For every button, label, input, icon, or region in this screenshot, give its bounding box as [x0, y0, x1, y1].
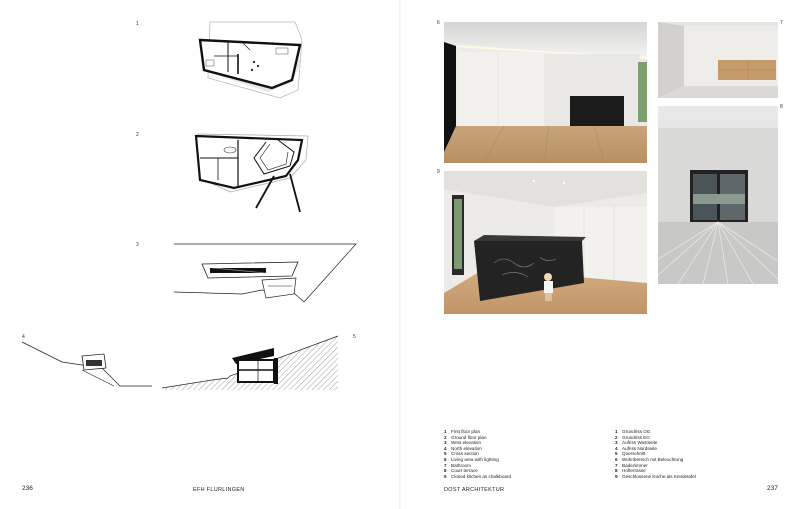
photo-number-6: 6	[437, 20, 440, 26]
north-elevation-drawing	[22, 340, 154, 390]
caption-item: 2 Grundriss EG	[615, 434, 650, 440]
caption-item: 4 North elevation	[444, 445, 482, 451]
kitchen-chalkboard-photo	[444, 171, 647, 314]
caption-item: 1 Grundriss OG	[615, 429, 651, 434]
bathroom-photo	[658, 22, 778, 98]
page-number-left: 236	[22, 485, 33, 492]
ground-floor-plan-drawing	[190, 130, 315, 215]
figure-number-4: 4	[22, 334, 25, 340]
caption-item: 8 Court terrace	[444, 468, 478, 474]
page-gutter	[399, 0, 401, 509]
caption-item: 3 Aufriss Westseite	[615, 440, 658, 446]
running-head-right: DOST ARCHITEKTUR	[444, 487, 505, 493]
figure-number-3: 3	[136, 242, 139, 248]
running-head-left: EFH FLURLINGEN	[193, 487, 245, 493]
caption-item: 3 West elevation	[444, 440, 482, 446]
caption-item: 5 Querschnitt	[615, 451, 646, 457]
caption-list-english	[444, 429, 511, 479]
caption-item: 8 Hofterrasse	[615, 468, 646, 474]
caption-item: 9 Closed kitchen as chalkboard	[444, 473, 512, 479]
figure-number-5: 5	[353, 334, 356, 340]
figure-number-2: 2	[136, 132, 139, 138]
caption-item: 6 Wohnbereich mit Beleuchtung	[615, 456, 684, 462]
first-floor-plan-drawing	[190, 20, 310, 105]
page-number-right: 237	[767, 485, 778, 492]
caption-item: 4 Aufriss Nordseite	[615, 445, 657, 451]
caption-list-german	[615, 429, 696, 479]
caption-item: 2 Ground floor plan	[444, 434, 487, 440]
caption-item: 5 Cross section	[444, 451, 479, 457]
photo-number-8: 8	[780, 104, 783, 110]
living-area-photo	[444, 22, 647, 163]
caption-item: 7 Badezimmer	[615, 462, 648, 468]
caption-item: 6 Living area with lighting	[444, 456, 499, 462]
figure-number-1: 1	[136, 21, 139, 27]
caption-item: 9 Geschlossene Küche als Kreidetafel	[615, 473, 696, 479]
photo-number-9: 9	[437, 169, 440, 175]
cross-section-drawing	[162, 336, 340, 392]
photo-number-7: 7	[780, 20, 783, 26]
caption-item: 7 Bathroom	[444, 462, 471, 468]
court-terrace-photo	[658, 106, 778, 284]
caption-item: 1 First floor plan	[444, 429, 481, 434]
west-elevation-drawing	[172, 240, 358, 306]
